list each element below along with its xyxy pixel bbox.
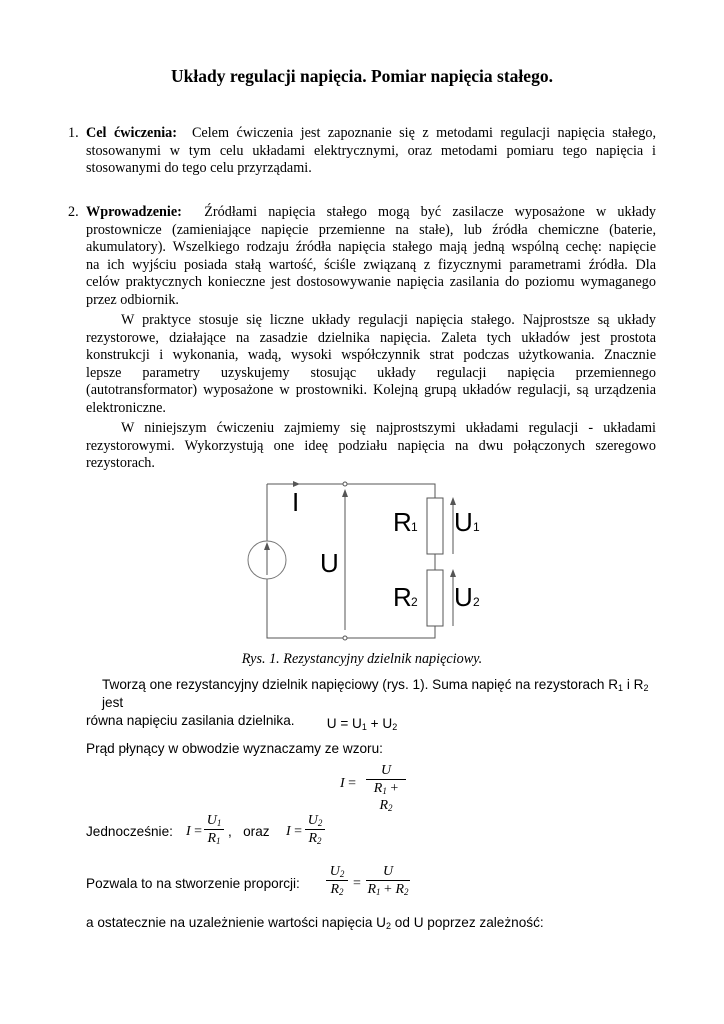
section2-para3 <box>86 420 656 473</box>
fraction-i-total <box>366 762 406 813</box>
fraction-u2-r2: $U_2$ $R_2$ <box>305 812 325 847</box>
label-u: U <box>320 548 339 578</box>
para2-line-4: lepsze parametry uzyskujemy stosując układy regulacji napięcia przemiennego <box>86 364 656 381</box>
resistor-r2 <box>427 570 443 626</box>
section2-number: 2. <box>68 204 79 220</box>
eq-i-label: I = <box>340 776 357 791</box>
figure-caption: Rys. 1. Rezystancyjny dzielnik napięciowy. <box>241 651 483 667</box>
jednoczesnie-label: Jednocześnie: <box>86 824 173 839</box>
equation-sum: $U = U_1 + U_2$ <box>326 716 398 732</box>
para2-line-6: elektroniczne. <box>86 399 166 416</box>
eq-i1-label: I = <box>186 824 203 839</box>
body-line-2: równa napięciu zasilania dzielnika. <box>86 713 295 728</box>
label-r1-sub: 1 <box>411 520 418 534</box>
label-i: I <box>292 487 300 517</box>
para2-line-1: W praktyce stosuje się liczne układy regulacji napięcia stałego. Najprostsze są układy <box>121 312 656 328</box>
final-line: a ostatecznie na uzależnienie wartości napięcia $U_2$ od U poprzez zależność: <box>86 915 544 931</box>
para1-line-6: przez odbiornik. <box>86 291 179 308</box>
section1-line-2: stosowanymi w tym celu układami elektrycznymi, oraz metodami pomiaru tego napięcia i <box>86 142 656 159</box>
section2-para1 <box>86 204 656 309</box>
resistor-r1 <box>427 498 443 554</box>
frac-num: U <box>380 763 392 778</box>
section2-para2 <box>86 312 656 417</box>
para2-line-2: rezystorowe, działające na zasadzie dzielnika napięcia. Zaleta tych układów jest prostota <box>86 329 656 346</box>
terminal-bottom <box>343 636 347 640</box>
section1-number: 1. <box>68 125 79 141</box>
para2-line-3: konstrukcji i wykonania, wadą, wysoki współczynnik strat podczas użytkowania. Znacznie <box>86 347 656 363</box>
fraction-u2-r2-prop: $U_2$ $R_2$ <box>326 863 348 898</box>
para2-line-5: (autotransformator) wyposażone w prostowniki. Kolejną grupą układów regulacji, są urządzenia <box>86 382 656 398</box>
oraz-label: , oraz <box>228 824 270 839</box>
label-r2: R <box>393 582 412 612</box>
current-formula-intro: Prąd płynący w obwodzie wyznaczamy ze wzoru: <box>86 741 383 756</box>
fraction-u-total-prop: U $R_1 + R_2$ <box>367 864 409 897</box>
para3-line-3: rezystorach. <box>86 455 155 471</box>
voltage-divider-diagram <box>230 478 510 646</box>
label-u2-sub: 2 <box>473 595 480 609</box>
page-title: Układy regulacji napięcia. Pomiar napięcia stałego. <box>171 66 553 86</box>
body-line-1: Tworzą one rezystancyjny dzielnik napięciowy (rys. 1). Suma napięć na rezystorach $R_1$ i $R_2$ jest <box>102 677 649 710</box>
fraction-u1-r1: $U_1$ $R_1$ <box>204 812 224 847</box>
para1-line-5: celów praktycznych konieczne jest dostosowywanie napięcia zasilania do poziomu wymaganego <box>86 274 656 290</box>
para1-line-2: prostownicze (zamieniające napięcie przemienne na stałe), lub źródła chemiczne (baterie, <box>86 221 656 238</box>
label-u1: U <box>454 507 473 537</box>
section2-heading: Wprowadzenie: <box>86 204 182 220</box>
prop-equals: = <box>353 876 361 891</box>
section1-heading: Cel ćwiczenia: <box>86 125 177 141</box>
label-r1: R <box>393 507 412 537</box>
label-u1-sub: 1 <box>473 520 480 534</box>
para1-line-1: Źródłami napięcia stałego mogą być zasilacze wyposażone w układy <box>204 204 657 220</box>
section1-line-1: Celem ćwiczenia jest zapoznanie się z metodami regulacji napięcia stałego, <box>191 125 656 141</box>
terminal-top <box>343 482 347 486</box>
para3-line-2: rezystorowymi. Wykorzystują one ideę podziału napięcia na dwu połączonych szeregowo <box>86 437 656 454</box>
section1-text <box>86 125 656 178</box>
para1-line-4: na ich wyjściu posiada stałą wartość, ściśle związaną z fizycznymi parametrami źródła. Dla <box>86 256 656 273</box>
eq-i2-label: I = <box>286 824 303 839</box>
label-u2: U <box>454 582 473 612</box>
section1-line-3: stosowanymi do tego celu przyrządami. <box>86 160 312 176</box>
para1-line-3: akumulatory). Wszelkiego rodzaju źródła napięcia stałego mają jedną wspólną cechę: napięcie <box>86 239 656 255</box>
frac-den: $R_1 + R_2$ <box>373 781 399 813</box>
label-r2-sub: 2 <box>411 595 418 609</box>
proporcja-label: Pozwala to na stworzenie proporcji: <box>86 876 300 891</box>
para3-line-1: W niniejszym ćwiczeniu zajmiemy się najprostszymi układami regulacji - układami <box>121 420 656 436</box>
